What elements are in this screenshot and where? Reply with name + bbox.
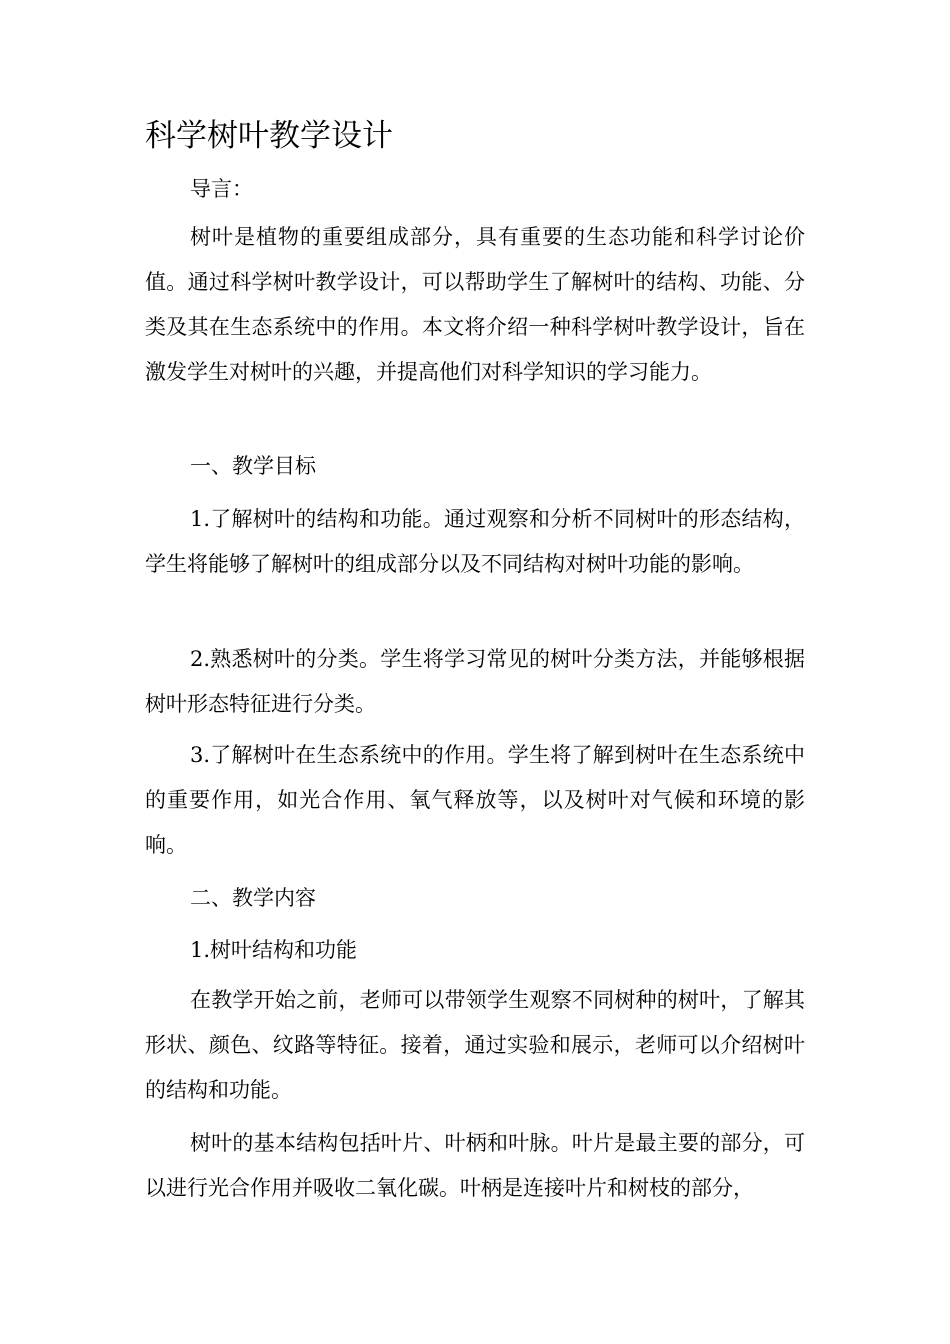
document-title: 科学树叶教学设计 (145, 118, 393, 154)
subheading-structure-function: 1.树叶结构和功能 (190, 938, 358, 962)
intro-heading: 导言： (190, 177, 253, 201)
objective-item-3: 3.了解树叶在生态系统中的作用。学生将了解到树叶在生态系统中的重要作用，如光合作用、氧气释放等，以及树叶对气候和环境的影响。 (145, 743, 805, 857)
intro-paragraph: 树叶是植物的重要组成部分，具有重要的生态功能和科学讨论价值。通过科学树叶教学设计，可以帮助学生了解树叶的结构、功能、分类及其在生态系统中的作用。本文将介绍一种科学树叶教学设计，旨在激发学生对树叶的兴趣，并提高他们对科学知识的学习能力。 (145, 225, 805, 384)
content-paragraph-1: 在教学开始之前，老师可以带领学生观察不同树种的树叶，了解其形状、颜色、纹路等特征。接着，通过实验和展示，老师可以介绍树叶的结构和功能。 (145, 988, 805, 1102)
objective-item-2: 2.熟悉树叶的分类。学生将学习常见的树叶分类方法，并能够根据树叶形态特征进行分类。 (145, 647, 805, 716)
objective-item-1: 1.了解树叶的结构和功能。通过观察和分析不同树叶的形态结构，学生将能够了解树叶的组成部分以及不同结构对树叶功能的影响。 (145, 507, 805, 576)
section-heading-content: 二、教学内容 (190, 886, 316, 910)
content-paragraph-2: 树叶的基本结构包括叶片、叶柄和叶脉。叶片是最主要的部分，可以进行光合作用并吸收二氧化碳。叶柄是连接叶片和树枝的部分， (145, 1131, 805, 1200)
section-heading-objectives: 一、教学目标 (190, 454, 316, 478)
